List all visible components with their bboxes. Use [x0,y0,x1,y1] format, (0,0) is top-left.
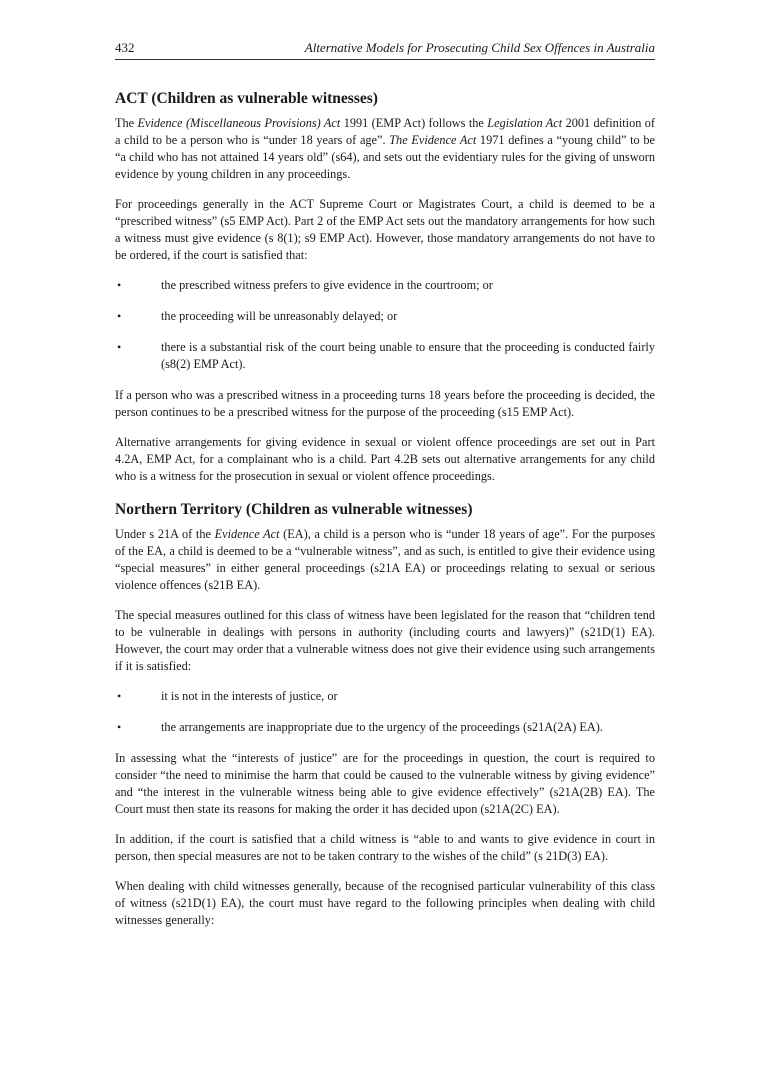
act-paragraph-4: Alternative arrangements for giving evidence in sexual or violent offence proceedings are set out in Part 4.2A, EMP Act, for a complainant who is a child. Part 4.2B sets out alternative arrangements for any child who is a witness for the prosecution in sexual or violent offence proceedings. [115,435,655,483]
nt-paragraph-4: In addition, if the court is satisfied that a child witness is “able to and wants to give evidence in court in person, then special measures are not to be taken contrary to the wishes of the child” (s 21D(3) EA). [115,832,655,863]
nt-bullet-list [115,688,655,736]
section-heading-act: ACT (Children as vulnerable witnesses) [115,90,378,107]
list-item: • there is a substantial risk of the court being unable to ensure that the proceeding is conducted fairly (s8(2) EMP Act). [117,340,655,371]
list-item: • the arrangements are inappropriate due to the urgency of the proceedings (s21A(2A) EA). [117,720,603,734]
bullet-icon: • [117,309,122,323]
bullet-icon: • [117,278,122,292]
list-item: • it is not in the interests of justice, or [117,689,338,703]
nt-paragraph-2: The special measures outlined for this class of witness have been legislated for the reason that “children tend to be vulnerable in dealings with persons in authority (including courts and lawyers)” (s21D(1) EA). However, the court may order that a vulnerable witness does not give their evidence using such arrangements if it is satisfied: [115,608,655,673]
document-page [115,40,655,942]
act-paragraph-1: The Evidence (Miscellaneous Provisions) Act 1991 (EMP Act) follows the Legislation Act 2001 definition of a child to be a person who is “under 18 years of age”. The Evidence Act 1971 defines a “young child” to be “a child who has not attained 14 years old” (s64), and sets out the evidentiary rules for the giving of unsworn evidence by young children in any proceedings. [115,116,656,181]
list-item: • the proceeding will be unreasonably delayed; or [117,309,398,323]
nt-paragraph-3: In assessing what the “interests of justice” are for the proceedings in question, the court is required to consider “the need to minimise the harm that could be caused to the vulnerable witness by giving evidence” and “the interest in the vulnerable witness being able to give evidence effectively” (s21A(2B) EA). The Court must then state its reasons for making the order it has decided upon (s21A(2C) EA). [115,751,655,816]
act-paragraph-2: For proceedings generally in the ACT Supreme Court or Magistrates Court, a child is deemed to be a “prescribed witness” (s5 EMP Act). Part 2 of the EMP Act sets out the mandatory arrangements for how such a witness must give evidence (s 8(1); s9 EMP Act). However, those mandatory arrangements do not have to be ordered, if the court is satisfied that: [115,197,655,262]
act-paragraph-3: If a person who was a prescribed witness in a proceeding turns 18 years before the proceeding is decided, the person continues to be a prescribed witness for the purpose of the proceeding (s15 EMP Act). [115,388,655,419]
bullet-icon: • [117,340,122,354]
list-item: • the prescribed witness prefers to give evidence in the courtroom; or [117,278,493,292]
nt-paragraph-5: When dealing with child witnesses generally, because of the recognised particular vulnerability of this class of witness (s21D(1) EA), the court must have regard to the following principles when dealing with child witnesses generally: [115,879,655,927]
bullet-icon: • [117,689,122,703]
act-bullet-list [115,277,655,373]
section-heading-nt: Northern Territory (Children as vulnerable witnesses) [115,501,473,518]
page-number: 432 [115,40,135,55]
page-header [115,40,655,60]
bullet-icon: • [117,720,122,734]
nt-paragraph-1: Under s 21A of the Evidence Act (EA), a child is a person who is “under 18 years of age”. For the purposes of the EA, a child is deemed to be a “vulnerable witness”, and as such, is entitled to give their evidence using “special measures” in either general proceedings (s21A EA) or proceedings relating to sexual or serious violence offences (s21B EA). [115,527,656,592]
running-title: Alternative Models for Prosecuting Child Sex Offences in Australia [304,40,655,55]
